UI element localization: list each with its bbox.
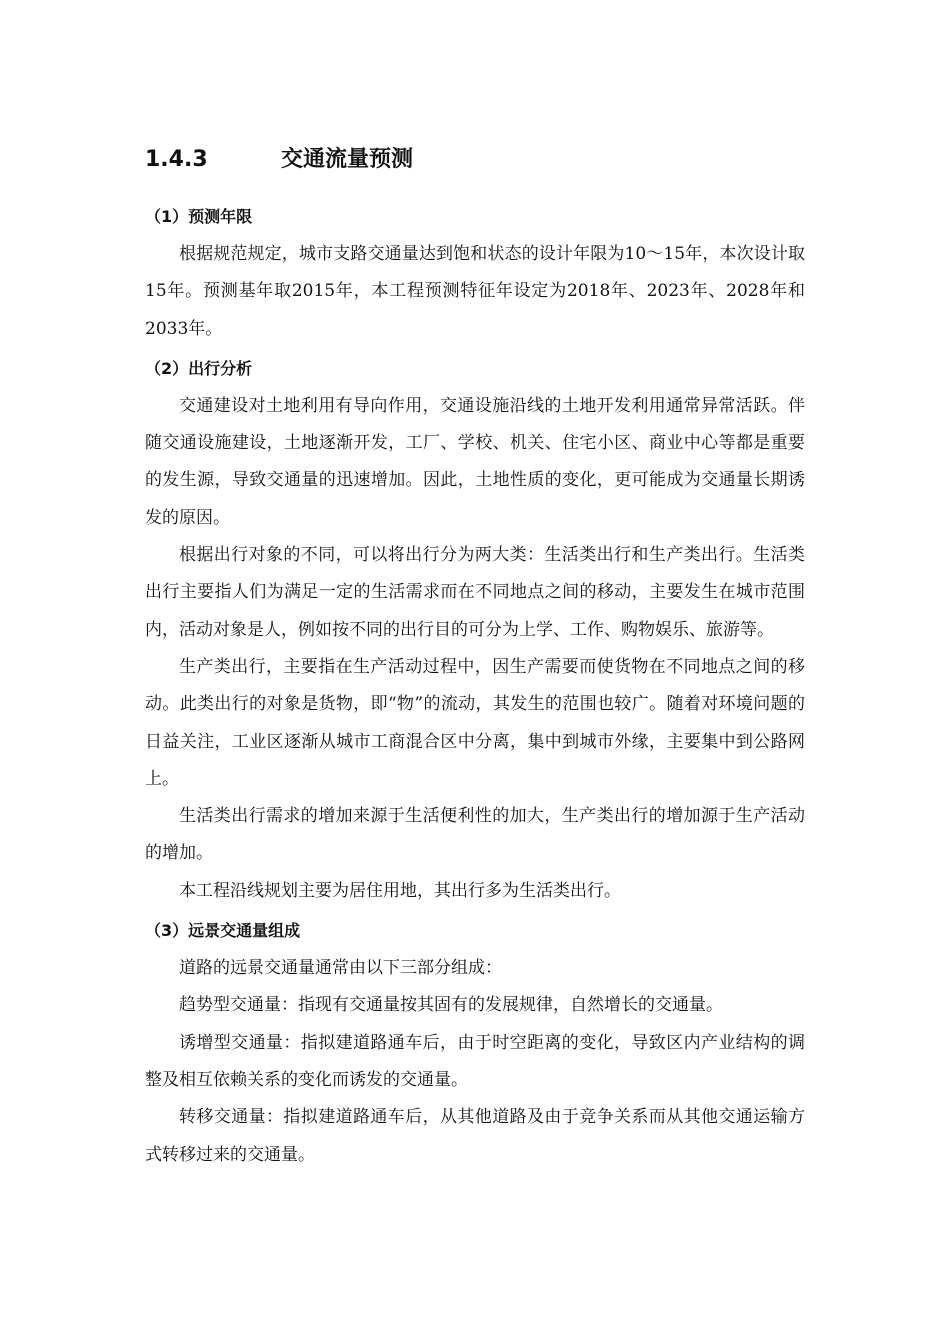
- paragraph: 根据出行对象的不同，可以将出行分为两大类：生活类出行和生产类出行。生活类出行主要指人们为满足一定的生活需求而在不同地点之间的移动，主要发生在城市范围内，活动对象是人，例如按不同的出行目的可分为上学、工作、购物娱乐、旅游等。: [145, 545, 805, 640]
- subsection-title: （3）远景交通量组成: [145, 921, 301, 941]
- paragraph: 趋势型交通量：指现有交通量按其固有的发展规律，自然增长的交通量。: [179, 995, 723, 1016]
- paragraph: 交通建设对土地利用有导向作用，交通设施沿线的土地开发利用通常异常活跃。伴随交通设施建设，土地逐渐开发，工厂、学校、机关、住宅小区、商业中心等都是重要的发生源，导致交通量的迅速增加。因此，土地性质的变化，更可能成为交通量长期诱发的原因。: [145, 395, 805, 528]
- paragraph: 根据规范规定，城市支路交通量达到饱和状态的设计年限为10～15年，本次设计取15年。预测基年取2015年，本工程预测特征年设定为2018年、2023年、2028年和2033年。: [145, 244, 805, 339]
- subsection-trip-analysis: [145, 354, 805, 910]
- section-number: 1.4.3: [145, 147, 208, 172]
- paragraph: 本工程沿线规划主要为居住用地，其出行多为生活类出行。: [179, 880, 621, 901]
- subsection-forecast-period: [145, 202, 805, 348]
- paragraph: 转移交通量：指拟建道路通车后，从其他道路及由于竞争关系而从其他交通运输方式转移过来的交通量。: [145, 1107, 805, 1165]
- paragraph: 道路的远景交通量通常由以下三部分组成：: [179, 958, 502, 979]
- paragraph: 诱增型交通量：指拟建道路通车后，由于时空距离的变化，导致区内产业结构的调整及相互依赖关系的变化而诱发的交通量。: [145, 1032, 805, 1090]
- subsection-future-traffic: [145, 916, 805, 1174]
- paragraph: 生活类出行需求的增加来源于生活便利性的加大，生产类出行的增加源于生产活动的增加。: [145, 806, 805, 864]
- paragraph: 生产类出行，主要指在生产活动过程中，因生产需要而使货物在不同地点之间的移动。此类出行的对象是货物，即“物”的流动，其发生的范围也较广。随着对环境问题的日益关注，工业区逐渐从城市工商混合区中分离，集中到城市外缘，主要集中到公路网上。: [145, 656, 805, 789]
- subsection-title: （2）出行分析: [145, 358, 253, 378]
- section-heading: [145, 144, 413, 176]
- document-body: [145, 202, 805, 1174]
- subsection-title: （1）预测年限: [145, 207, 253, 226]
- section-title: 交通流量预测: [281, 147, 414, 172]
